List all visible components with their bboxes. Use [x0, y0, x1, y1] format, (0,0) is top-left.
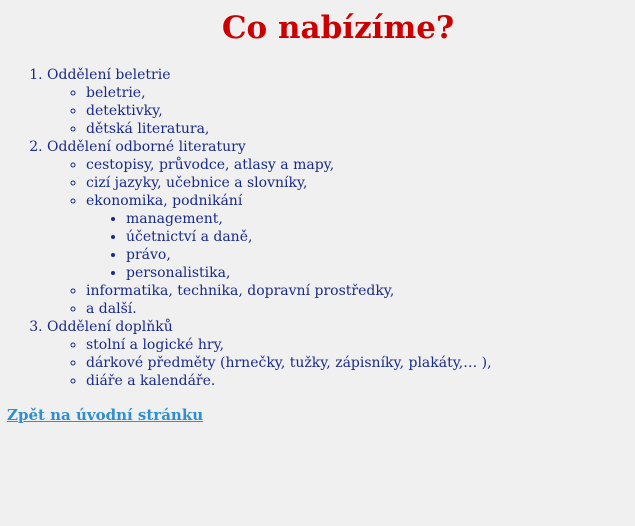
- department-label: Oddělení beletrie: [47, 67, 171, 83]
- category-item: ◦ a další.: [86, 300, 635, 318]
- subcategory-item: • management,: [126, 210, 635, 228]
- category-item: ◦ detektivky,: [86, 102, 635, 120]
- category-list: [47, 84, 635, 138]
- subcategory-item: • účetnictví a daně,: [126, 228, 635, 246]
- page-title: Co nabízíme?: [221, 10, 455, 46]
- back-to-home-link[interactable]: Zpět na úvodní stránku: [7, 406, 204, 424]
- category-item: ◦ dětská literatura,: [86, 120, 635, 138]
- category-item: ◦ beletrie,: [86, 84, 635, 102]
- offer-list-container: [0, 66, 635, 390]
- category-item: ◦ cizí jazyky, učebnice a slovníky,: [86, 174, 635, 192]
- department-item-professional: [47, 138, 635, 318]
- department-label: Oddělení doplňků: [47, 319, 173, 335]
- category-item: ◦ diáře a kalendáře.: [86, 372, 635, 390]
- subcategory-item: • právo,: [126, 246, 635, 264]
- department-item-accessories: [47, 318, 635, 390]
- category-item-economics: [86, 192, 635, 282]
- category-item: ◦ dárkové předměty (hrnečky, tužky, zápisníky, plakáty,… ),: [86, 354, 635, 372]
- department-list: [0, 66, 635, 390]
- subcategory-item: • personalistika,: [126, 264, 635, 282]
- subcategory-list: [86, 210, 635, 282]
- category-list: [47, 336, 635, 390]
- department-item-fiction: [47, 66, 635, 138]
- category-item: ◦ cestopisy, průvodce, atlasy a mapy,: [86, 156, 635, 174]
- category-item: ◦ stolní a logické hry,: [86, 336, 635, 354]
- category-item: ◦ informatika, technika, dopravní prostředky,: [86, 282, 635, 300]
- category-label: ekonomika, podnikání: [86, 193, 243, 209]
- department-label: Oddělení odborné literatury: [47, 139, 246, 155]
- category-list: [47, 156, 635, 318]
